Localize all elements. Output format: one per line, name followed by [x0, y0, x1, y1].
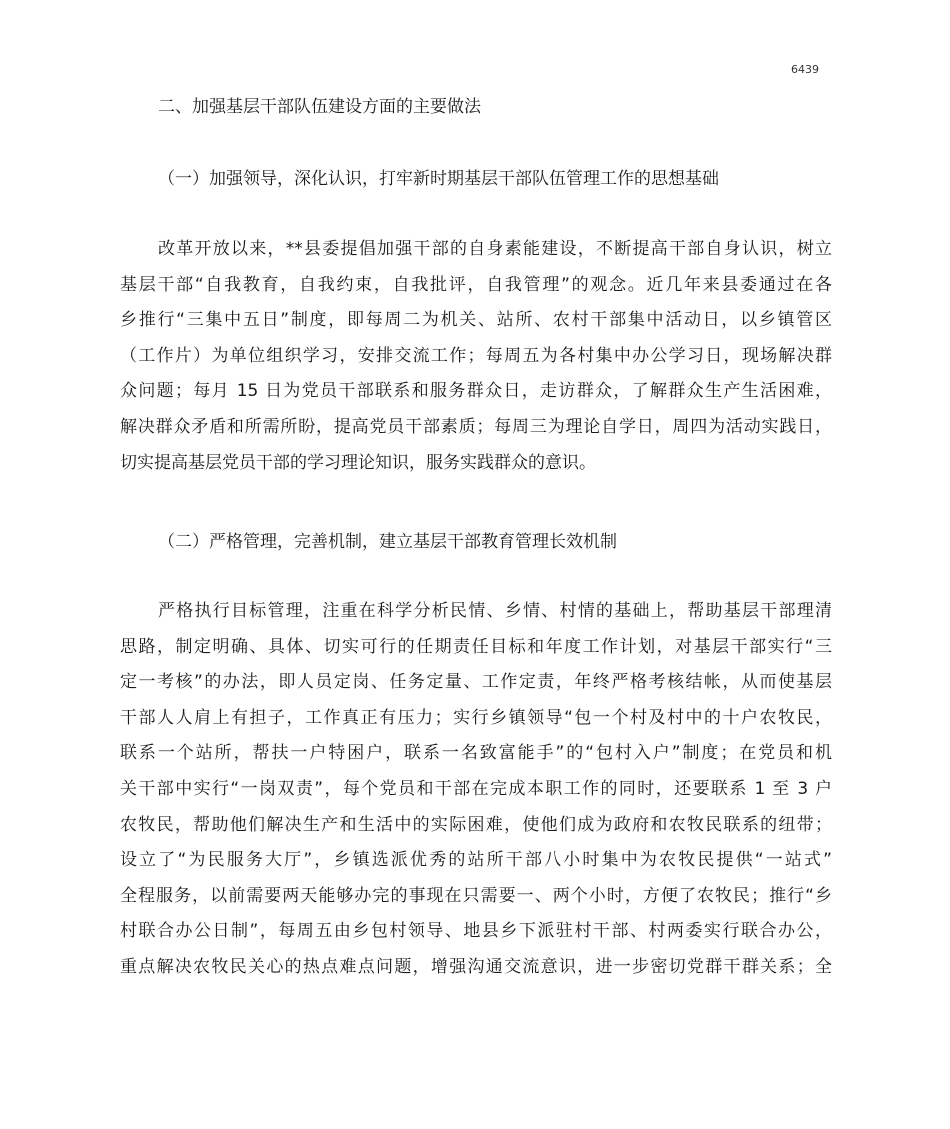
paragraph-line: 关干部中实行“一岗双责”，每个党员和干部在完成本职工作的同时，还要联系 1 至 3 户 [120, 778, 832, 799]
subsection-1-paragraph [120, 232, 832, 481]
paragraph-line: 切实提高基层党员干部的学习理论知识，服务实践群众的意识。 [120, 452, 596, 473]
paragraph-line: 改革开放以来，**县委提倡加强干部的自身素能建设，不断提高干部自身认识，树立 [158, 239, 832, 259]
paragraph-line: 全程服务，以前需要两天能够办完的事现在只需要一、两个小时，方便了农牧民；推行“乡 [120, 885, 832, 906]
subsection-2-paragraph [120, 594, 832, 986]
subsection-1-title: （一）加强领导，深化认识，打牢新时期基层干部队伍管理工作的思想基础 [158, 169, 719, 189]
paragraph-line: 思路，制定明确、具体、切实可行的任期责任目标和年度工作计划，对基层干部实行“三 [120, 636, 832, 657]
page-number: 6439 [791, 63, 819, 76]
subsection-2-title: （二）严格管理，完善机制，建立基层干部教育管理长效机制 [158, 532, 617, 552]
paragraph-line: 乡推行“三集中五日”制度，即每周二为机关、站所、农村干部集中活动日，以乡镇管区 [120, 310, 832, 331]
paragraph-line: 设立了“为民服务大厅”，乡镇选派优秀的站所干部八小时集中为农牧民提供“一站式” [120, 850, 832, 871]
paragraph-line: 干部人人肩上有担子，工作真正有压力；实行乡镇领导“包一个村及村中的十户农牧民， [120, 707, 832, 728]
paragraph-line: 村联合办公日制”，每周五由乡包村领导、地县乡下派驻村干部、村两委实行联合办公， [120, 921, 832, 942]
paragraph-line: （工作片）为单位组织学习，安排交流工作；每周五为各村集中办公学习日，现场解决群 [120, 345, 832, 366]
paragraph-line: 重点解决农牧民关心的热点难点问题，增强沟通交流意识，进一步密切党群干群关系；全 [120, 956, 832, 977]
paragraph-line: 众问题；每月 15 日为党员干部联系和服务群众日，走访群众，了解群众生产生活困难， [120, 381, 832, 402]
paragraph-line: 严格执行目标管理，注重在科学分析民情、乡情、村情的基础上，帮助基层干部理清 [158, 601, 832, 621]
paragraph-line: 解决群众矛盾和所需所盼，提高党员干部素质；每周三为理论自学日，周四为活动实践日， [120, 416, 832, 437]
paragraph-line: 定一考核”的办法，即人员定岗、任务定量、工作定责，年终严格考核结帐，从而使基层 [120, 672, 832, 693]
paragraph-line: 基层干部“自我教育，自我约束，自我批评，自我管理”的观念。近几年来县委通过在各 [120, 274, 832, 295]
paragraph-line: 联系一个站所，帮扶一户特困户，联系一名致富能手”的“包村入户”制度；在党员和机 [120, 743, 832, 764]
paragraph-line: 农牧民，帮助他们解决生产和生活中的实际困难，使他们成为政府和农牧民联系的纽带； [120, 814, 832, 835]
section-title: 二、加强基层干部队伍建设方面的主要做法 [158, 97, 481, 117]
